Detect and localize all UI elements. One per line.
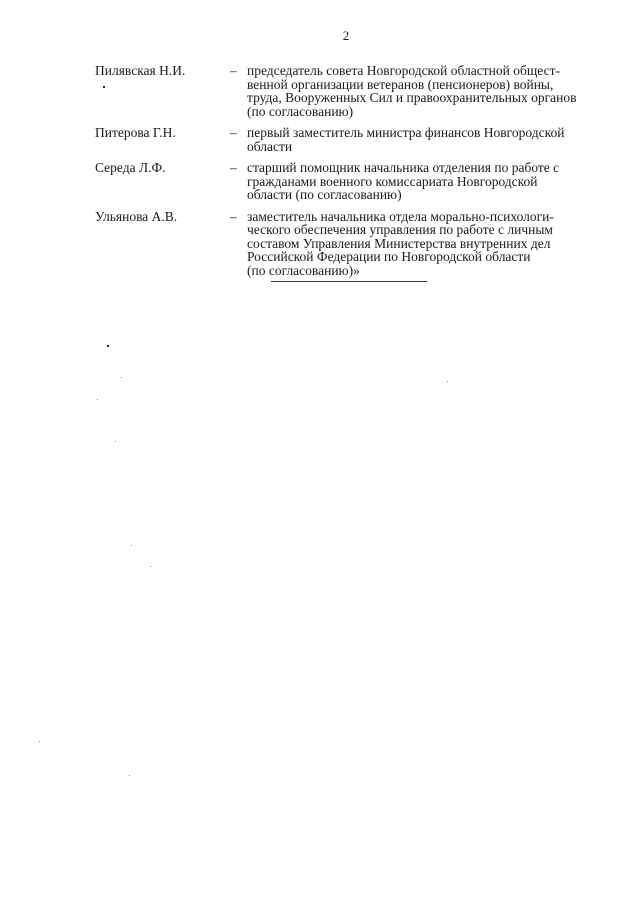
scan-speck — [39, 741, 40, 742]
member-position: заместитель начальника отдела морально-психологи- ческого обеспечения управления по работе с личным составом Управления Министерства внутренних дел Российской Федерации по Новгородской области (по согласованию)» — [247, 208, 554, 278]
member-name: Середа Л.Ф. — [95, 160, 166, 175]
list-item — [95, 64, 605, 118]
member-name: Питерова Г.Н. — [95, 125, 176, 140]
entry-dash: – — [230, 63, 237, 78]
scan-speck — [107, 345, 109, 347]
scan-speck — [129, 775, 130, 776]
scan-speck — [115, 441, 116, 442]
scan-speck — [447, 381, 448, 382]
member-position: первый заместитель министра финансов Новгородской области — [247, 125, 565, 154]
page-number: 2 — [342, 28, 350, 43]
closing-rule — [271, 281, 427, 282]
list-item — [95, 210, 605, 278]
entry-dash: – — [230, 208, 237, 224]
list-item — [95, 161, 605, 202]
entry-dash: – — [230, 160, 237, 175]
entry-dash: – — [230, 125, 237, 140]
scan-speck — [150, 566, 151, 567]
scan-speck — [103, 86, 105, 88]
scan-speck — [97, 399, 98, 400]
member-position: председатель совета Новгородской областной общест- венной организации ветеранов (пенсионеров) войны, труда, Вооруженных Сил и правоохранительных органов (по согласованию) — [247, 63, 577, 119]
scan-speck — [121, 377, 122, 378]
member-position: старший помощник начальника отделения по работе с гражданами военного комиссариата Новгородской области (по согласованию) — [247, 160, 560, 202]
member-list — [95, 64, 605, 285]
scan-speck — [131, 545, 132, 546]
list-item — [95, 126, 605, 153]
member-name: Пилявская Н.И. — [95, 63, 186, 78]
member-name: Ульянова А.В. — [95, 208, 178, 224]
